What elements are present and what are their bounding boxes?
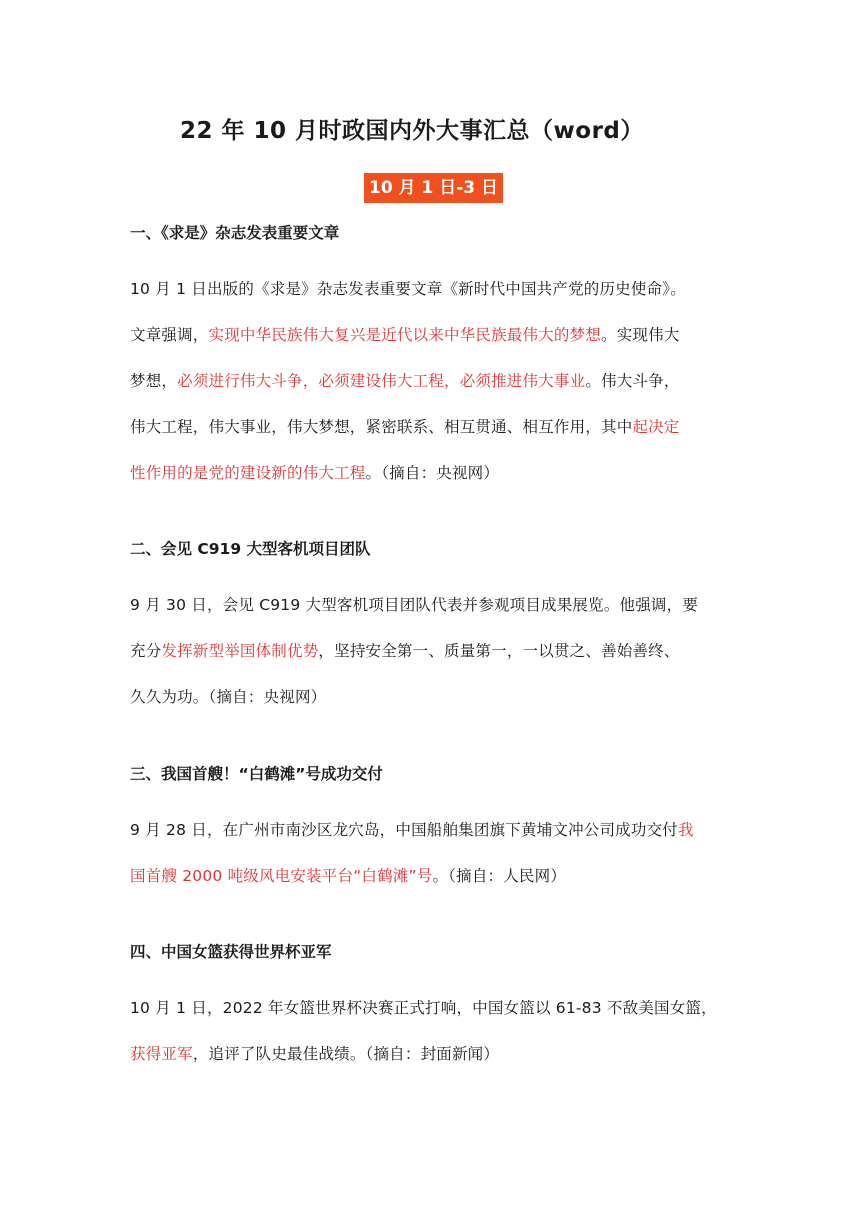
body-text: 。（摘自：人民网）: [432, 867, 567, 885]
body-text: 久久为功。（摘自：央视网）: [130, 688, 327, 706]
body-line: [130, 404, 735, 450]
highlighted-text: 性作用的是党的建设新的伟大工程: [130, 464, 366, 482]
news-section: [130, 940, 735, 1077]
date-range-badge: 10 月 1 日-3 日: [364, 173, 503, 203]
body-line: [130, 807, 735, 853]
body-text: ，追评了队史最佳战绩。（摘自：封面新闻）: [192, 1045, 500, 1063]
highlighted-text: 必须进行伟大斗争，必须建设伟大工程，必须推进伟大事业: [177, 372, 586, 390]
news-section: [130, 221, 735, 496]
news-section: [130, 537, 735, 720]
section-body: [130, 807, 735, 899]
body-line: [130, 1031, 735, 1077]
news-section: [130, 762, 735, 899]
body-text: 梦想，: [130, 372, 178, 390]
body-line: [130, 266, 735, 312]
body-line: [130, 985, 735, 1031]
section-body: [130, 266, 735, 496]
body-text: 9 月 30 日，会见 C919 大型客机项目团队代表并参观项目成果展览。他强调，要: [130, 596, 699, 614]
body-text: ，坚持安全第一、质量第一，一以贯之、善始善终、: [318, 642, 680, 660]
body-line: [130, 853, 735, 899]
highlighted-text: 我: [677, 821, 694, 839]
body-line: [130, 582, 735, 628]
body-text: 10 月 1 日，2022 年女篮世界杯决赛正式打响，中国女篮以 61-83 不敌美国女篮，: [130, 999, 717, 1017]
highlighted-text: 发挥新型举国体制优势: [161, 642, 319, 660]
body-line: [130, 312, 735, 358]
body-text: 文章强调，: [130, 326, 209, 344]
body-line: [130, 450, 735, 496]
body-text: 。伟大斗争，: [585, 372, 680, 390]
section-body: [130, 582, 735, 720]
body-text: 。（摘自：央视网）: [365, 464, 500, 482]
document-title: 22 年 10 月时政国内外大事汇总（word）: [180, 118, 644, 144]
section-heading: 一、《求是》杂志发表重要文章: [130, 224, 340, 242]
highlighted-text: 实现中华民族伟大复兴是近代以来中华民族最伟大的梦想: [208, 326, 602, 344]
highlighted-text: 起决定: [632, 418, 680, 436]
section-heading: 二、会见 C919 大型客机项目团队: [130, 540, 371, 558]
section-heading: 三、我国首艘！“白鹤滩”号成功交付: [130, 765, 383, 783]
highlighted-text: 获得亚军: [130, 1045, 193, 1063]
body-text: 。实现伟大: [601, 326, 680, 344]
body-line: [130, 674, 735, 720]
section-body: [130, 985, 735, 1077]
highlighted-text: 国首艘 2000 吨级风电安装平台“白鹤滩”号: [130, 867, 433, 885]
body-text: 伟大工程，伟大事业，伟大梦想，紧密联系、相互贯通、相互作用，其中: [130, 418, 633, 436]
section-heading: 四、中国女篮获得世界杯亚军: [130, 943, 332, 961]
body-text: 10 月 1 日出版的《求是》杂志发表重要文章《新时代中国共产党的历史使命》。: [130, 280, 686, 298]
body-line: [130, 358, 735, 404]
body-text: 充分: [130, 642, 162, 660]
body-line: [130, 628, 735, 674]
body-text: 9 月 28 日，在广州市南沙区龙穴岛，中国船舶集团旗下黄埔文冲公司成功交付: [130, 821, 678, 839]
